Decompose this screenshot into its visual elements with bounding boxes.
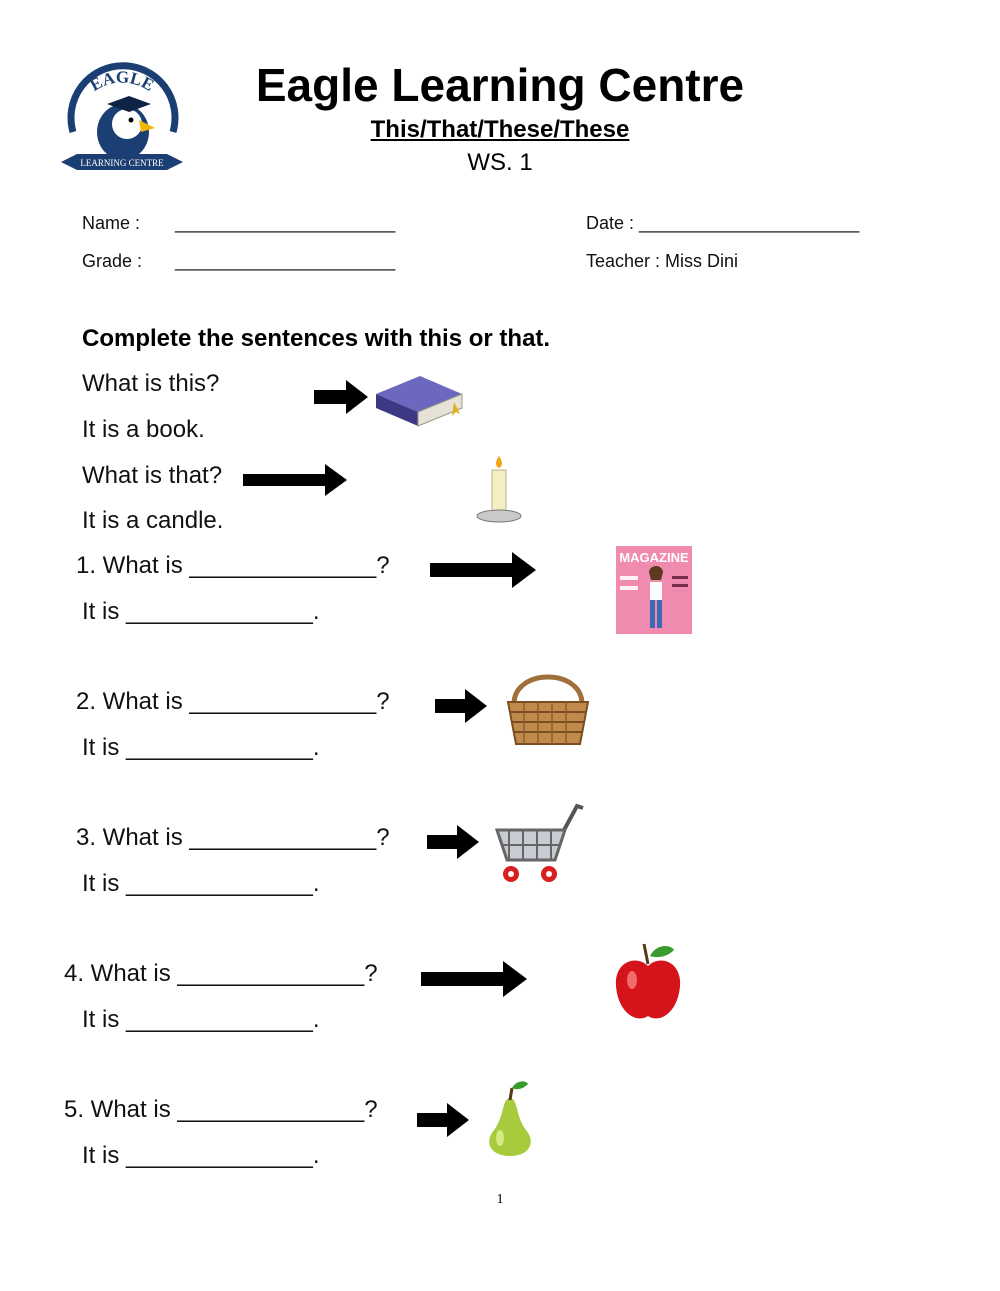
arrow-right-icon	[417, 1103, 469, 1137]
magazine-icon	[616, 546, 692, 634]
arrow-right-icon	[435, 689, 487, 723]
instruction: Complete the sentences with this or that.	[82, 325, 551, 352]
teacher-label: Teacher : Miss Dini	[586, 251, 739, 271]
arrow-right-icon	[430, 552, 536, 588]
page-number: 1	[496, 1192, 504, 1207]
basket-icon	[504, 664, 592, 750]
apple-icon	[612, 940, 684, 1024]
candle-icon	[474, 454, 524, 526]
question-5[interactable]: 5. What is ______________?	[64, 1096, 378, 1123]
answer-2[interactable]: It is ______________.	[82, 734, 320, 761]
arrow-right-icon	[243, 464, 347, 496]
example-answer: It is a book.	[82, 416, 205, 443]
worksheet-number: WS. 1	[467, 149, 533, 176]
question-2[interactable]: 2. What is ______________?	[76, 688, 390, 715]
page-title: Eagle Learning Centre	[255, 59, 745, 111]
pear-icon	[482, 1078, 540, 1158]
arrow-right-icon	[427, 825, 479, 859]
arrow-right-icon	[421, 961, 527, 997]
grade-label: Grade :	[82, 251, 143, 271]
answer-1[interactable]: It is ______________.	[82, 598, 320, 625]
example-question: What is this?	[82, 370, 220, 397]
book-icon	[372, 372, 466, 432]
question-3[interactable]: 3. What is ______________?	[76, 824, 390, 851]
answer-3[interactable]: It is ______________.	[82, 870, 320, 897]
answer-4[interactable]: It is ______________.	[82, 1006, 320, 1033]
answer-5[interactable]: It is ______________.	[82, 1142, 320, 1169]
logo-bottom-text: LEARNING CENTRE	[80, 158, 164, 168]
magazine-title: MAGAZINE	[619, 550, 689, 565]
grade-field[interactable]: ______________________	[175, 251, 396, 271]
example-answer: It is a candle.	[82, 507, 224, 534]
arrow-right-icon	[314, 380, 368, 414]
shopping-cart-icon	[493, 802, 585, 886]
name-field[interactable]: ______________________	[175, 213, 396, 233]
date-field[interactable]: Date : ______________________	[586, 213, 860, 233]
worksheet-subtitle: This/That/These/These	[370, 116, 630, 143]
name-label: Name :	[82, 213, 141, 233]
example-question: What is that?	[82, 462, 223, 489]
question-4[interactable]: 4. What is ______________?	[64, 960, 378, 987]
question-1[interactable]: 1. What is ______________?	[76, 552, 390, 579]
logo-top-text: EAGLE	[86, 67, 158, 95]
